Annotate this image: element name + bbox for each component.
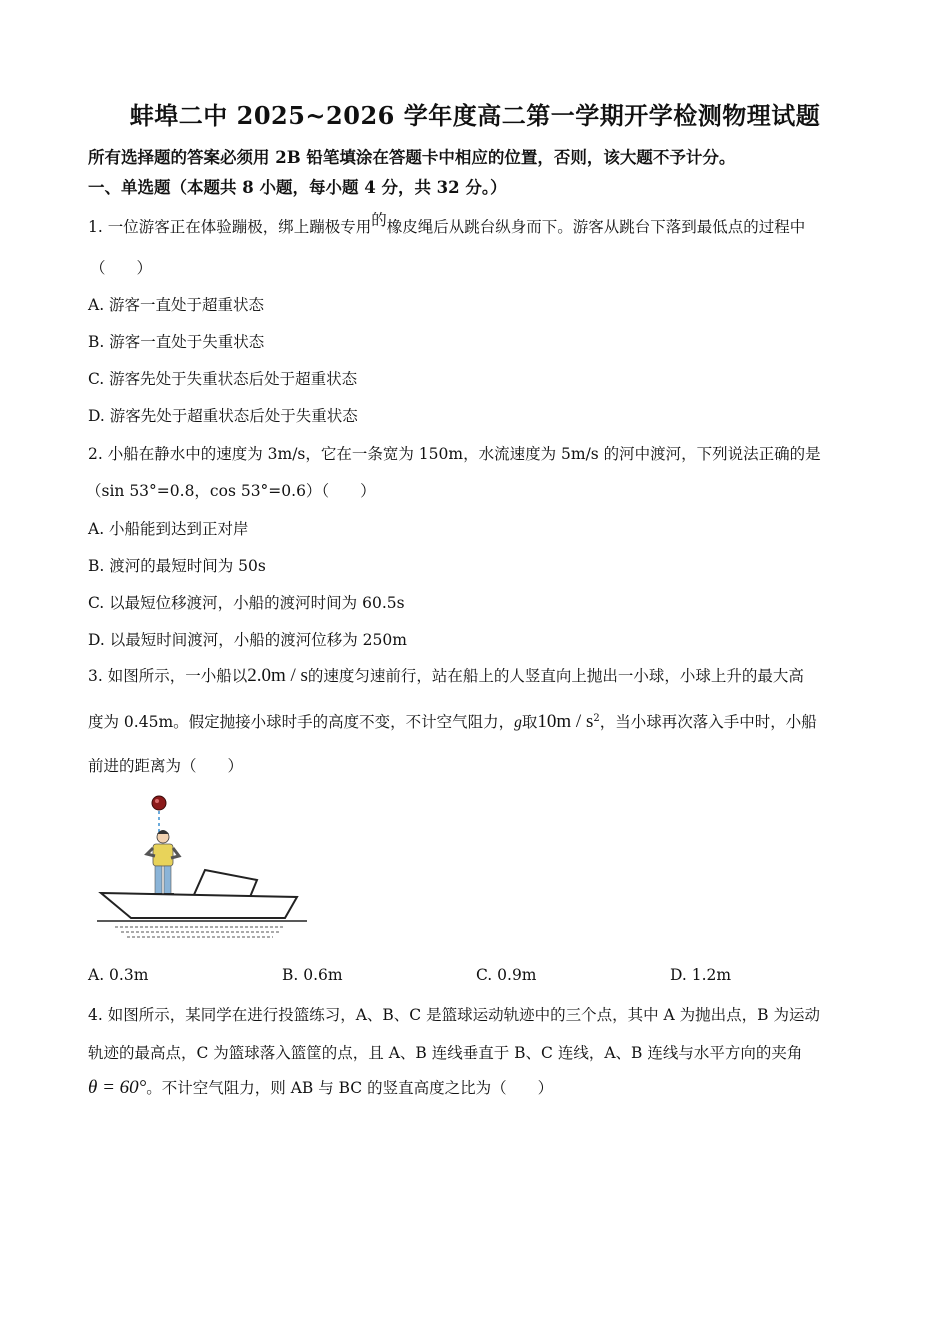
q3-g-value: 10m / s xyxy=(537,711,594,732)
q1-stem-part-a: 1. 一位游客正在体验蹦极，绑上蹦极专用 xyxy=(88,218,372,236)
q3-option-a: A. 0.3m xyxy=(88,966,149,984)
q1-stem xyxy=(88,211,806,237)
q4-stem-line2: 轨迹的最高点，C 为篮球落入篮筐的点，且 A、B 连线垂直于 B、C 连线，A、B 连线与水平方向的夹角 xyxy=(88,1044,803,1062)
q1-answer-paren: （ ） xyxy=(90,259,153,277)
boat-figure xyxy=(95,790,310,945)
q3-line1-a: 3. 如图所示，一小船以 xyxy=(88,667,248,685)
q4-line3-b: 。不计空气阻力，则 AB 与 BC 的竖直高度之比为（ ） xyxy=(146,1079,554,1097)
q1-option-a: A. 游客一直处于超重状态 xyxy=(88,296,265,314)
q3-option-d: D. 1.2m xyxy=(670,966,732,984)
q2-stem-line1: 2. 小船在静水中的速度为 3m/s，它在一条宽为 150m，水流速度为 5m/s 的河中渡河，下列说法正确的是 xyxy=(88,445,821,463)
q1-stem-de: 的 xyxy=(371,211,387,229)
q3-stem-line1 xyxy=(88,664,804,687)
notice: 所有选择题的答案必须用 2B 铅笔填涂在答题卡中相应的位置，否则，该大题不予计分。 xyxy=(88,148,736,167)
q2-option-a: A. 小船能到达到正对岸 xyxy=(88,520,249,538)
q1-option-b: B. 游客一直处于失重状态 xyxy=(88,333,265,351)
q1-option-c: C. 游客先处于失重状态后处于超重状态 xyxy=(88,370,358,388)
q3-stem-line3: 前进的距离为（ ） xyxy=(88,757,244,775)
boat-hull xyxy=(101,893,297,918)
q1-option-d: D. 游客先处于超重状态后处于失重状态 xyxy=(88,407,358,425)
q3-line2-c: ，当小球再次落入手中时，小船 xyxy=(599,713,817,731)
q2-option-c: C. 以最短位移渡河，小船的渡河时间为 60.5s xyxy=(88,594,405,612)
q3-line1-b: 的速度匀速前行，站在船上的人竖直向上抛出一小球，小球上升的最大高 xyxy=(307,667,804,685)
q4-stem-line1: 4. 如图所示，某同学在进行投篮练习，A、B、C 是篮球运动轨迹中的三个点，其中 A 为抛出点，B 为运动 xyxy=(88,1006,820,1024)
q2-option-d: D. 以最短时间渡河，小船的渡河位移为 250m xyxy=(88,631,407,649)
q3-option-c: C. 0.9m xyxy=(476,966,537,984)
ball-icon xyxy=(152,796,166,810)
person-icon xyxy=(147,830,179,897)
page-title: 蚌埠二中 2025~2026 学年度高二第一学期开学检测物理试题 xyxy=(129,101,821,130)
q3-line2-a: 度为 0.45m。假定抛接小球时手的高度不变，不计空气阻力， xyxy=(88,713,515,731)
q3-g-exponent: 2 xyxy=(593,712,600,724)
section-heading: 一、单选题（本题共 8 小题，每小题 4 分，共 32 分。） xyxy=(88,178,507,197)
q3-stem-line2 xyxy=(88,710,817,733)
q3-g-symbol: g xyxy=(514,714,522,731)
q3-speed: 2.0m / s xyxy=(247,665,308,686)
q4-angle-math: θ = 60° xyxy=(88,1077,147,1098)
q3-line2-b: 取 xyxy=(521,713,538,731)
q2-stem-line2: （sin 53°=0.8，cos 53°=0.6）（ ） xyxy=(86,482,376,500)
q1-stem-part-b: 橡皮绳后从跳台纵身而下。游客从跳台下落到最低点的过程中 xyxy=(386,218,806,236)
q3-option-b: B. 0.6m xyxy=(282,966,343,984)
q2-option-b: B. 渡河的最短时间为 50s xyxy=(88,557,266,575)
q4-stem-line3 xyxy=(88,1076,553,1099)
boat-cabin xyxy=(193,870,257,897)
